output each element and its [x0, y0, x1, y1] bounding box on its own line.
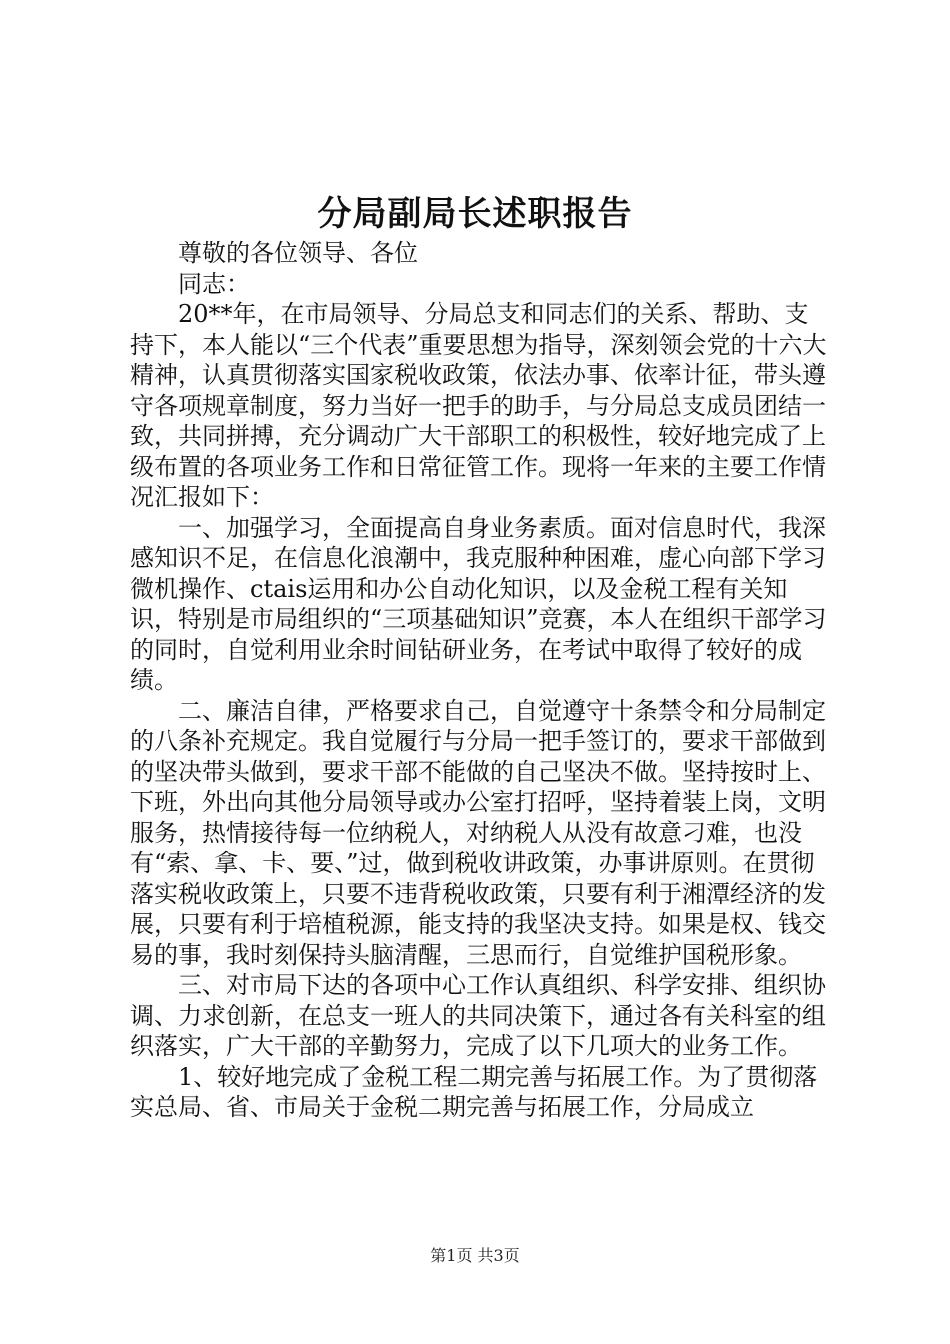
document-title: 分局副局长述职报告: [317, 194, 633, 234]
paragraph: 三、对市局下达的各项中心工作认真组织、科学安排、组织协调、力求创新，在总支一班人的共同决策下，通过各有关科室的组织落实，广大干部的辛勤努力，完成了以下几项大的业务工作。: [130, 971, 826, 1060]
paragraph: 20**年，在市局领导、分局总支和同志们的关系、帮助、支持下，本人能以“三个代表”重要思想为指导，深刻领会党的十六大精神，认真贯彻落实国家税收政策，依法办事、依率计征，带头遵守各项规章制度，努力当好一把手的助手，与分局总支成员团结一致，共同拼搏，充分调动广大干部职工的积极性，较好地完成了上级布置的各项业务工作和日常征管工作。现将一年来的主要工作情况汇报如下：: [130, 300, 827, 511]
page-number-footer: 第1页 共3页: [430, 1246, 520, 1265]
paragraph: 一、加强学习，全面提高自身业务素质。面对信息时代，我深感知识不足，在信息化浪潮中，我克服种种困难，虚心向部下学习微机操作、ctais运用和办公自动化知识，以及金税工程有关知识，特别是市局组织的“三项基础知识”竞赛，本人在组织干部学习的同时，自觉利用业余时间钻研业务，在考试中取得了较好的成绩。: [130, 513, 827, 694]
document-body: [130, 238, 830, 1123]
salutation-line: 同志：: [178, 269, 250, 298]
salutation-line: 尊敬的各位领导、各位: [178, 239, 418, 267]
paragraph: 二、廉洁自律，严格要求自己，自觉遵守十条禁令和分局制定的八条补充规定。我自觉履行与分局一把手签订的，要求干部做到的坚决带头做到，要求干部不能做的自己坚决不做。坚持按时上、下班，外出向其他分局领导或办公室打招呼，坚持着装上岗，文明服务，热情接待每一位纳税人，对纳税人从没有故意刁难，也没有“索、拿、卡、要、”过，做到税收讲政策，办事讲原则。在贯彻落实税收政策上，只要不违背税收政策，只要有利于湘潭经济的发展，只要有利于培植税源，能支持的我坚决支持。如果是权、钱交易的事，我时刻保持头脑清醒，三思而行，自觉维护国税形象。: [130, 696, 826, 969]
paragraph: 1、较好地完成了金税工程二期完善与拓展工作。为了贯彻落实总局、省、市局关于金税二期完善与拓展工作，分局成立: [130, 1062, 818, 1121]
